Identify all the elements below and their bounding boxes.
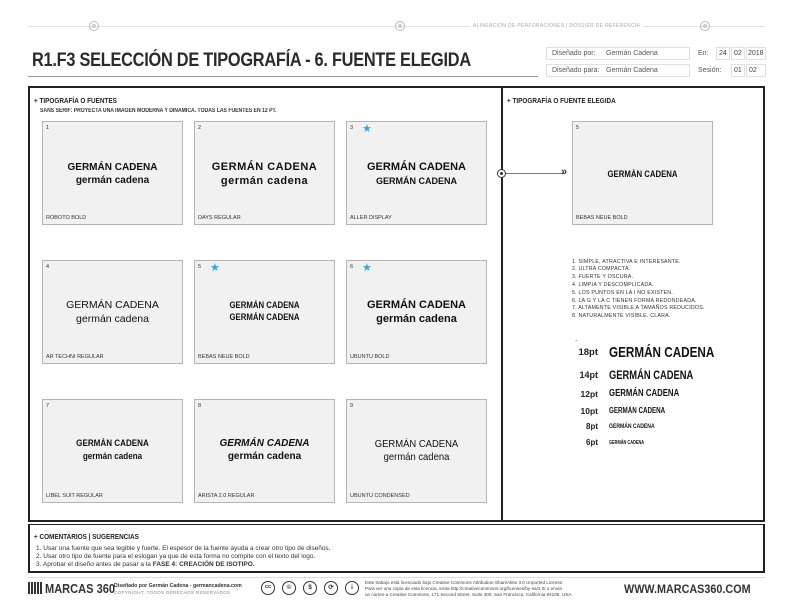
card-sample-lower: germán cadena: [383, 451, 450, 463]
reason-item: 3. FUERTE Y OSCURA.: [572, 274, 634, 280]
card-font-name: ARISTA 2.0 REGULAR: [198, 493, 255, 499]
comment-item: [36, 561, 255, 568]
reason-item: 6. LA G Y LA C TIENEN FORMA REDONDEADA.: [572, 298, 697, 304]
license-line: Para ver una copia de esta licencia, visita http://creativecommons.org/licenses/by-sa/3.0/ o envía: [365, 586, 562, 591]
card-font-name: UBUNTU CONDENSED: [350, 493, 410, 499]
card-font-name: LIBEL SUIT REGULAR: [46, 493, 103, 499]
reason-item: 7. ALTAMENTE VISIBLE A TAMAÑOS REDUCIDOS.: [572, 305, 705, 311]
size-label-10: 10pt: [580, 406, 598, 416]
session-label: Sesión:: [698, 67, 722, 74]
title-rule: [28, 76, 538, 77]
card-sample-lower: GERMÁN CADENA: [376, 176, 457, 186]
font-card-3[interactable]: [346, 121, 487, 225]
comment-item-emphasis: FASE 4: CREACIÓN DE ISOTIPO.: [152, 561, 255, 568]
comments-title: + COMENTARIOS | SUGERENCIAS: [34, 532, 139, 541]
page-title: R1.F3 SELECCIÓN DE TIPOGRAFÍA - 6. FUENTE ELEGIDA: [32, 50, 471, 71]
card-number: 2: [198, 125, 202, 131]
card-sample-upper: GERMÁN CADENA: [374, 438, 459, 450]
designed-by-label: Diseñado por:: [552, 50, 596, 57]
person-icon: i: [345, 581, 359, 595]
connector-dot-icon: [497, 169, 506, 178]
separator-dot: .: [575, 334, 578, 343]
reason-item: 4. LIMPIA Y DESCOMPLICADA.: [572, 282, 654, 288]
designed-for-value: Germán Cadena: [606, 67, 658, 74]
size-sample-8: GERMÁN CADENA: [609, 423, 655, 430]
card-sample-upper: GERMÁN CADENA: [219, 438, 310, 449]
chosen-font-card[interactable]: [572, 121, 713, 225]
card-font-name: UBUNTU BOLD: [350, 354, 390, 360]
chosen-font-sample: GERMÁN CADENA: [607, 169, 678, 180]
size-sample-12: GERMÁN CADENA: [609, 388, 680, 399]
card-number: 1: [46, 125, 50, 131]
card-font-name: BEBAS NEUE BOLD: [198, 354, 250, 360]
comment-item-text: 3. Aprobar el diseño antes de pasar a la: [36, 561, 153, 568]
font-card-6[interactable]: [346, 260, 487, 364]
date-month-field[interactable]: 02: [731, 47, 745, 60]
card-number: 9: [350, 403, 354, 409]
session-b-field[interactable]: 02: [746, 64, 766, 77]
size-sample-14: GERMÁN CADENA: [609, 368, 694, 382]
perforation-hole-right: [700, 21, 710, 31]
card-sample-upper: GERMÁN CADENA: [367, 299, 466, 311]
license-line: un correo a Creative Commons, 171 Second Street, Suite 300, San Francisco, California 94105, USA.: [365, 592, 573, 597]
license-line: Este trabajo está licenciado bajo Creative Commons Attribution-ShareAlike 3.0 Unported License.: [365, 580, 564, 585]
session-a-field[interactable]: 01: [731, 64, 745, 77]
by-icon: ©: [282, 581, 296, 595]
comment-item: 1. Usar una fuente que sea legible y fuerte. El espesor de la fuente ayuda a crear otro tipo de diseños.: [36, 545, 331, 552]
favorite-star-icon: ★: [210, 262, 220, 274]
size-label-18: 18pt: [578, 347, 598, 358]
font-card-4[interactable]: [42, 260, 183, 364]
section-divider: [501, 86, 503, 522]
font-card-7[interactable]: [42, 399, 183, 503]
card-sample-upper: GERMÁN CADENA: [367, 161, 466, 173]
card-sample-upper: GERMÁN CADENA: [76, 438, 149, 449]
size-sample-6: GERMÁN CADENA: [609, 440, 645, 446]
card-number: 6: [350, 264, 354, 270]
date-year-field[interactable]: 2018: [746, 47, 766, 60]
designed-for-label: Diseñado para:: [552, 67, 600, 74]
card-sample-lower: germán cadena: [75, 175, 150, 186]
size-sample-10: GERMÁN CADENA: [609, 406, 666, 415]
font-card-9[interactable]: [346, 399, 487, 503]
cc-icon: cc: [261, 581, 275, 595]
perforation-hole-center: [395, 21, 405, 31]
card-font-name: DAYS REGULAR: [198, 215, 241, 221]
footer-rule: [28, 577, 765, 578]
license-text: [365, 580, 573, 598]
card-number: 3: [350, 125, 354, 131]
card-sample-upper: GERMÁN CADENA: [67, 162, 158, 173]
font-card-1[interactable]: [42, 121, 183, 225]
card-sample-lower: germán cadena: [82, 451, 143, 462]
card-font-name: AR TECHNI REGULAR: [46, 354, 104, 360]
card-sample-upper: GERMÁN CADENA: [229, 300, 300, 311]
footer-logo-text: MARCAS 360: [45, 581, 116, 596]
footer-rights: COPYRIGHT. TODOS DERECHOS RESERVADOS: [114, 590, 231, 595]
size-sample-18: GERMÁN CADENA: [609, 344, 715, 361]
font-card-5[interactable]: [194, 260, 335, 364]
size-label-6: 6pt: [586, 438, 598, 447]
card-number: 5: [198, 264, 202, 270]
reason-item: 2. ULTRA COMPACTA.: [572, 266, 631, 272]
card-font-name: ALLER DISPLAY: [350, 215, 392, 221]
size-label-14: 14pt: [579, 370, 598, 380]
font-card-8[interactable]: [194, 399, 335, 503]
card-sample-upper: GERMÁN CADENA: [211, 161, 318, 173]
favorite-star-icon: ★: [362, 262, 372, 274]
card-number: 8: [198, 403, 202, 409]
chosen-section-title: + TIPOGRAFÍA O FUENTE ELEGIDA: [507, 96, 616, 105]
card-number: 5: [576, 125, 580, 131]
card-number: 7: [46, 403, 50, 409]
card-sample-lower: germán cadena: [227, 451, 302, 462]
designed-by-value: Germán Cadena: [606, 50, 658, 57]
barcode-logo-icon: [28, 582, 42, 594]
card-sample-lower: germán cadena: [76, 313, 149, 325]
favorite-star-icon: ★: [362, 123, 372, 135]
footer-logo: [28, 581, 127, 596]
footer-credit: Diseñado por Germán Cadena - germancadena.com: [114, 583, 242, 589]
font-card-2[interactable]: [194, 121, 335, 225]
card-sample-lower: GERMÁN CADENA: [229, 312, 300, 323]
card-sample-lower: germán cadena: [376, 313, 457, 325]
size-label-8: 8pt: [586, 422, 598, 431]
fonts-section-subtitle: SANS SERIF: PROYECTA UNA IMAGEN MODERNA Y DINAMICA. TODAS LAS FUENTES EN 12 PT.: [40, 108, 277, 114]
reason-item: 8. NATURALMENTE VISIBLE. CLARA.: [572, 313, 671, 319]
reason-item: 1. SIMPLE, ATRACTIVA E INTERESANTE.: [572, 259, 681, 265]
footer-url-link[interactable]: WWW.MARCAS360.COM: [624, 582, 751, 596]
perforation-hole-left: [89, 21, 99, 31]
card-sample-lower: germán cadena: [220, 175, 309, 187]
reason-item: 5. LOS PUNTOS EN LA I NO EXISTEN.: [572, 290, 673, 296]
fonts-section-title: + TIPOGRAFÍA O FUENTES: [34, 96, 117, 105]
nc-icon: $: [303, 581, 317, 595]
size-label-12: 12pt: [580, 389, 598, 399]
sa-icon: ⟳: [324, 581, 338, 595]
card-font-name: BEBAS NEUE BOLD: [576, 215, 628, 221]
double-chevron-right-icon: »: [561, 166, 568, 178]
card-font-name: ROBOTO BOLD: [46, 215, 87, 221]
comment-item: 2. Usar otro tipo de fuente para el eslogan ya que de esta forma no compite con el texto del logo.: [36, 553, 316, 560]
date-day-field[interactable]: 24: [716, 47, 730, 60]
perforation-text: ALINEACIÓN DE PERFORACIONES | DOSSIER DE REFERENCIA: [470, 23, 643, 29]
card-number: 4: [46, 264, 50, 270]
card-sample-upper: GERMÁN CADENA: [66, 299, 159, 311]
date-label: En:: [698, 50, 709, 57]
connector-line: [505, 173, 565, 174]
